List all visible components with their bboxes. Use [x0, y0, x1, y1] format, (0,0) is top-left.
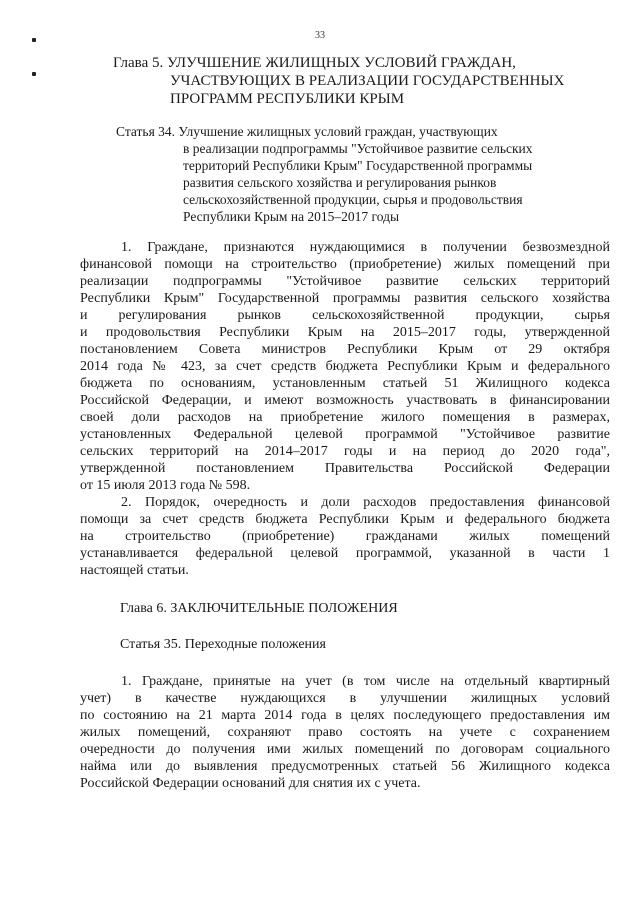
art35-p1-line: найма или до выявления предусмотренных статьей 56 Жилищного кодекса: [80, 759, 610, 774]
art35-p1-line: учет) в качестве нуждающихся в улучшении жилищных условий: [80, 691, 610, 706]
article-34-title-line-5: сельскохозяйственной продукции, сырья и продовольствия: [183, 192, 523, 207]
scan-mark: [32, 72, 36, 76]
art34-p1-line: и регулирования рынков сельскохозяйственной продукции, сырья: [80, 308, 610, 323]
art34-p1-line: Республики Крым" Государственной программы развития сельского хозяйства: [80, 291, 610, 306]
art34-p1-line: 2014 года № 423, за счет средств бюджета Республики Крым и федерального: [80, 359, 610, 374]
art34-p1-line: установленных Федеральной целевой программой "Устойчивое развитие: [80, 427, 610, 442]
art34-p2-line: помощи за счет средств бюджета Республики Крым и федерального бюджета: [80, 512, 610, 527]
art34-p2-line: 2. Порядок, очередность и доли расходов предоставления финансовой: [121, 495, 610, 510]
art34-p1-line: реализации подпрограммы "Устойчивое развитие сельских территорий: [80, 274, 610, 289]
art34-p1-line: 1. Граждане, признаются нуждающимися в получении безвозмездной: [121, 240, 610, 255]
art35-p1-line: по состоянию на 21 марта 2014 года в целях последующего предоставления им: [80, 708, 610, 723]
art34-p1-line: сельских территорий на 2014–2017 годы и на период до 2020 года",: [80, 444, 610, 459]
art35-p1-line: Российской Федерации оснований для снятия их с учета.: [80, 776, 421, 791]
chapter-6-title: Глава 6. ЗАКЛЮЧИТЕЛЬНЫЕ ПОЛОЖЕНИЯ: [120, 601, 398, 616]
art34-p1-line: своей доли расходов на приобретение жилого помещения в размерах,: [80, 410, 610, 425]
art34-p1-line: финансовой помощи на строительство (приобретение) жилых помещений при: [80, 257, 610, 272]
chapter-5-title-line-1: Глава 5. УЛУЧШЕНИЕ ЖИЛИЩНЫХ УСЛОВИЙ ГРАЖДАН,: [113, 55, 516, 71]
art34-p1-line: Российской Федерации, и имеют возможность участвовать в финансировании: [80, 393, 610, 408]
art34-p1-line: постановлением Совета министров Республики Крым от 29 октября: [80, 342, 610, 357]
art34-p1-line: бюджета по основаниям, установленным статьей 51 Жилищного кодекса: [80, 376, 610, 391]
art35-p1-line: очередности до получения ими жилых помещений по договорам социального: [80, 742, 610, 757]
article-35-title: Статья 35. Переходные положения: [120, 637, 326, 652]
art34-p1-line: от 15 июля 2013 года № 598.: [80, 478, 251, 493]
art34-p1-line: и продовольствия Республики Крым на 2015–2017 годы, утвержденной: [80, 325, 610, 340]
article-34-title-line-6: Республики Крым на 2015–2017 годы: [183, 209, 400, 224]
art34-p1-line: утвержденной постановлением Правительства Российской Федерации: [80, 461, 610, 476]
art35-p1-line: 1. Граждане, принятые на учет (в том числе на отдельный квартирный: [121, 674, 610, 689]
art34-p2-line: устанавливается федеральной целевой программой, указанной в части 1: [80, 546, 610, 561]
chapter-5-title-line-3: ПРОГРАММ РЕСПУБЛИКИ КРЫМ: [170, 91, 405, 107]
article-34-title-line-3: территорий Республики Крым" Государственной программы: [183, 158, 533, 173]
page-number: 33: [315, 30, 325, 41]
art34-p2-line: настоящей статьи.: [80, 563, 189, 578]
art34-p2-line: на строительство (приобретение) гражданами жилых помещений: [80, 529, 610, 544]
article-34-title-line-1: Статья 34. Улучшение жилищных условий граждан, участвующих: [116, 124, 498, 139]
article-34-title-line-4: развития сельского хозяйства и регулирования рынков: [183, 175, 497, 190]
article-34-title-line-2: в реализации подпрограммы "Устойчивое развитие сельских: [183, 141, 533, 156]
chapter-5-title-line-2: УЧАСТВУЮЩИХ В РЕАЛИЗАЦИИ ГОСУДАРСТВЕННЫХ: [170, 73, 565, 89]
art35-p1-line: жилых помещений, сохраняют право состоять на учете с сохранением: [80, 725, 610, 740]
